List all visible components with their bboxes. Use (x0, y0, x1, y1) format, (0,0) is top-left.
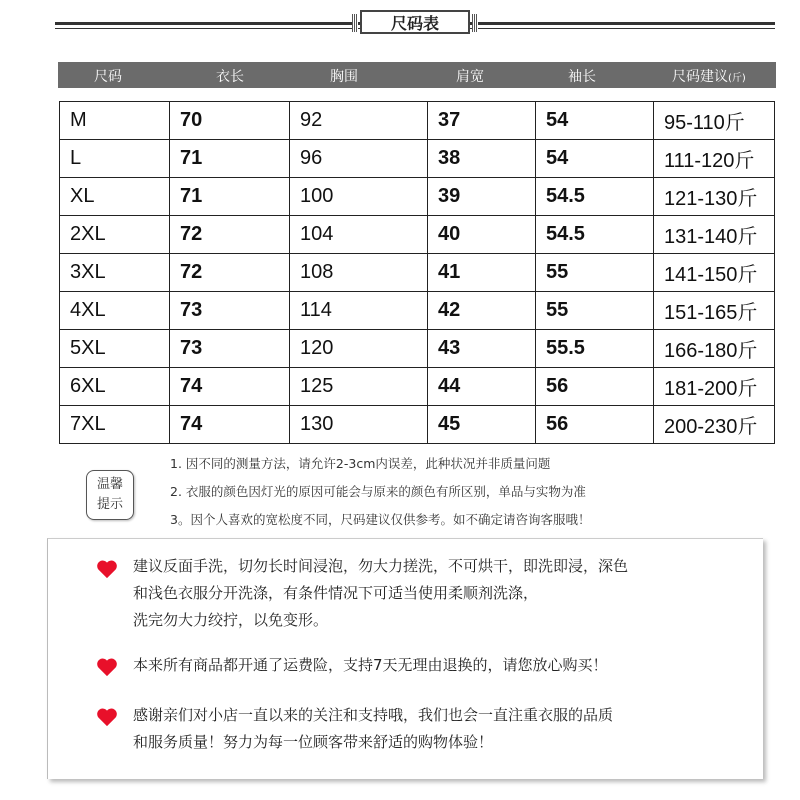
heart-icon (96, 707, 118, 727)
table-cell: M (60, 102, 170, 140)
table-cell: 125 (290, 368, 428, 406)
table-cell: 181-200斤 (654, 368, 775, 406)
table-cell: 4XL (60, 292, 170, 330)
table-cell: 74 (170, 406, 290, 444)
table-row (60, 216, 775, 254)
header-length: 衣长 (216, 69, 244, 85)
table-cell: 42 (428, 292, 536, 330)
page-title: 尺码表 (360, 10, 470, 34)
warm-tip-line1: 温馨 (96, 477, 123, 492)
table-cell: 104 (290, 216, 428, 254)
table-cell: 141-150斤 (654, 254, 775, 292)
header-size: 尺码 (94, 69, 122, 85)
care-notes-box (47, 538, 763, 779)
table-cell: 54.5 (536, 216, 654, 254)
table-row (60, 406, 775, 444)
table-cell: 43 (428, 330, 536, 368)
table-cell: 54 (536, 140, 654, 178)
table-cell: 55 (536, 254, 654, 292)
care-item-thanks (133, 702, 613, 756)
table-cell: 120 (290, 330, 428, 368)
table-cell: 71 (170, 140, 290, 178)
header-shoulder: 肩宽 (456, 69, 484, 85)
care-thanks-line1: 感谢亲们对小店一直以来的关注和支持哦，我们也会一直注重衣服的品质 (133, 706, 614, 724)
warm-tip-badge (86, 470, 134, 520)
care-return-line1: 本来所有商品都开通了运费险，支持7天无理由退换的，请您放心购买！ (133, 656, 608, 674)
tip-item-2: 2. 衣服的颜色因灯光的原因可能会与原来的颜色有所区别，单品与实物为准 (170, 484, 586, 499)
table-cell: XL (60, 178, 170, 216)
table-row (60, 140, 775, 178)
header-sleeve: 袖长 (568, 69, 596, 85)
table-row (60, 330, 775, 368)
table-cell: 72 (170, 254, 290, 292)
table-cell: 55 (536, 292, 654, 330)
care-wash-line2: 和浅色衣服分开洗涤，有条件情况下可适当使用柔顺剂洗涤， (133, 584, 539, 602)
table-cell: 131-140斤 (654, 216, 775, 254)
table-cell: 121-130斤 (654, 178, 775, 216)
table-cell: 41 (428, 254, 536, 292)
table-cell: 2XL (60, 216, 170, 254)
table-cell: 70 (170, 102, 290, 140)
table-cell: 5XL (60, 330, 170, 368)
heart-icon (96, 657, 118, 677)
table-cell: 166-180斤 (654, 330, 775, 368)
tip-item-3: 3。因个人喜欢的宽松度不同，尺码建议仅供参考。如不确定请咨询客服哦！ (170, 512, 591, 527)
heart-icon (96, 559, 118, 579)
table-cell: 39 (428, 178, 536, 216)
size-table-header (58, 62, 776, 88)
tip-item-1: 1. 因不同的测量方法，请允许2-3cm内误差，此种状况并非质量问题 (170, 456, 551, 471)
table-cell: 44 (428, 368, 536, 406)
table-cell: 56 (536, 368, 654, 406)
table-cell: 38 (428, 140, 536, 178)
table-row (60, 102, 775, 140)
table-row (60, 178, 775, 216)
table-row (60, 292, 775, 330)
table-cell: 45 (428, 406, 536, 444)
care-wash-line1: 建议反面手洗，切勿长时间浸泡，勿大力搓洗，不可烘干，即洗即浸，深色 (133, 557, 629, 575)
size-table (59, 101, 775, 444)
table-row (60, 254, 775, 292)
table-cell: 72 (170, 216, 290, 254)
table-cell: 96 (290, 140, 428, 178)
header-suggest-unit: (斤) (728, 73, 746, 84)
table-cell: 55.5 (536, 330, 654, 368)
table-cell: 100 (290, 178, 428, 216)
header-suggest-label: 尺码建议 (672, 69, 728, 85)
table-cell: 151-165斤 (654, 292, 775, 330)
table-cell: L (60, 140, 170, 178)
table-cell: 3XL (60, 254, 170, 292)
table-cell: 111-120斤 (654, 140, 775, 178)
table-cell: 6XL (60, 368, 170, 406)
table-cell: 40 (428, 216, 536, 254)
tips-list (170, 452, 770, 536)
table-cell: 54 (536, 102, 654, 140)
care-item-return (133, 652, 608, 679)
table-cell: 95-110斤 (654, 102, 775, 140)
table-cell: 37 (428, 102, 536, 140)
table-cell: 56 (536, 406, 654, 444)
table-cell: 114 (290, 292, 428, 330)
table-cell: 130 (290, 406, 428, 444)
table-cell: 7XL (60, 406, 170, 444)
header-chest: 胸围 (330, 69, 358, 85)
table-cell: 73 (170, 330, 290, 368)
table-cell: 200-230斤 (654, 406, 775, 444)
table-cell: 73 (170, 292, 290, 330)
header-suggest (672, 66, 746, 86)
warm-tip-line2: 提示 (96, 497, 123, 512)
care-item-wash (133, 553, 628, 634)
title-bar (55, 8, 775, 38)
table-cell: 74 (170, 368, 290, 406)
table-cell: 108 (290, 254, 428, 292)
table-cell: 92 (290, 102, 428, 140)
table-cell: 71 (170, 178, 290, 216)
table-row (60, 368, 775, 406)
care-thanks-line2: 和服务质量！努力为每一位顾客带来舒适的购物体验！ (133, 733, 494, 751)
care-wash-line3: 洗完勿大力绞拧，以免变形。 (133, 611, 329, 629)
table-cell: 54.5 (536, 178, 654, 216)
